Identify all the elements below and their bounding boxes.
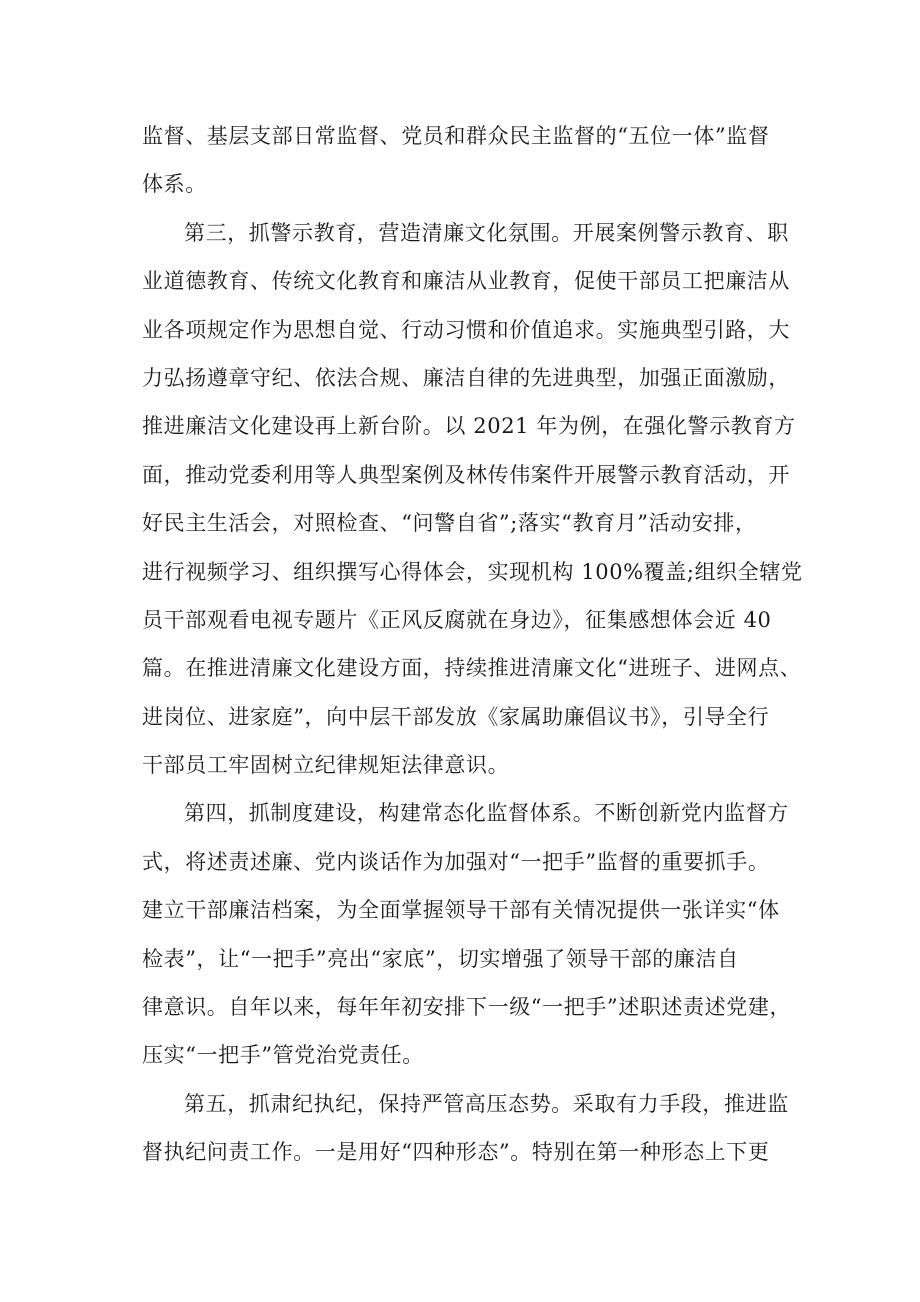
text-line: 式，将述责述廉、党内谈话作为加强对“一把手”监督的重要抓手。: [142, 849, 770, 874]
text-line: 力弘扬遵章守纪、依法合规、廉洁自律的先进典型，加强正面激励，: [142, 365, 790, 390]
text-line: 检表”，让“一把手”亮出“家底”，切实增强了领导干部的廉洁自: [142, 946, 739, 971]
paragraph-start-line: 第三，抓警示教育，营造清廉文化氛围。开展案例警示教育、职: [184, 220, 789, 245]
text-line: 业各项规定作为思想自觉、行动习惯和价值追求。实施典型引路，大: [142, 317, 790, 342]
text-line: 进行视频学习、组织撰写心得体会，实现机构 100%覆盖;组织全辖党: [142, 559, 803, 584]
text-line: 律意识。自年以来，每年年初安排下一级“一把手”述职述责述党建，: [142, 995, 792, 1020]
text-line: 进岗位、进家庭”，向中层干部发放《家属助廉倡议书》，引导全行: [142, 704, 770, 729]
text-line: 督执纪问责工作。一是用好“四种形态”。特别在第一种形态上下更: [142, 1140, 770, 1165]
text-line: 面，推动党委利用等人典型案例及林传伟案件开展警示教育活动，开: [142, 462, 790, 487]
document-body: [142, 112, 803, 1177]
text-line: 业道德教育、传统文化教育和廉洁从业教育，促使干部员工把廉洁从: [142, 269, 790, 294]
text-line: 好民主生活会，对照检查、“问警自省”;落实“教育月”活动安排，: [142, 511, 757, 536]
paragraph-start-line: 第五，抓肃纪执纪，保持严管高压态势。采取有力手段，推进监: [184, 1091, 789, 1116]
text-line: 篇。在推进清廉文化建设方面，持续推进清廉文化“进班子、进网点、: [142, 656, 802, 681]
text-line: 监督、基层支部日常监督、党员和群众民主监督的“五位一体”监督: [142, 124, 770, 148]
text-line: 干部员工牢固树立纪律规矩法律意识。: [142, 753, 510, 778]
text-line: 体系。: [142, 172, 207, 197]
text-line: 推进廉洁文化建设再上新台阶。以 2021 年为例，在强化警示教育方: [142, 414, 796, 439]
text-line: 建立干部廉洁档案，为全面掌握领导干部有关情况提供一张详实“体: [142, 898, 780, 923]
text-line: 压实“一把手”管党治党责任。: [142, 1043, 424, 1068]
paragraph-start-line: 第四，抓制度建设，构建常态化监督体系。不断创新党内监督方: [184, 801, 789, 826]
text-line: 员干部观看电视专题片《正风反腐就在身边》，征集感想体会近 40: [142, 607, 772, 632]
